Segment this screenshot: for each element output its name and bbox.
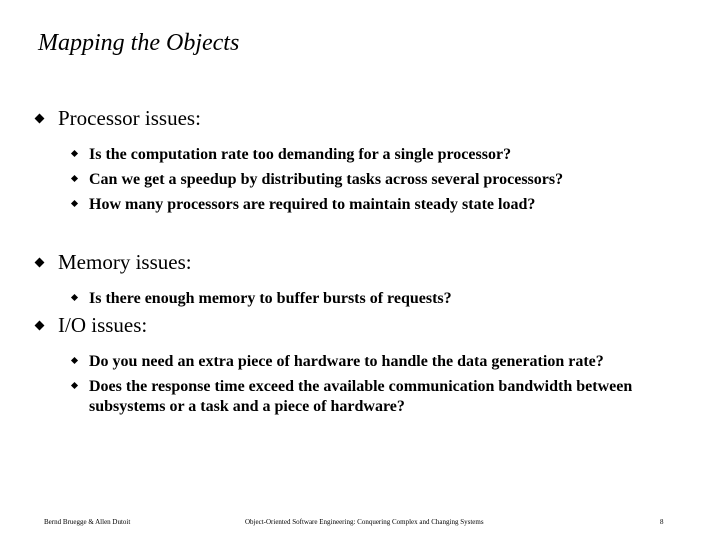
section-heading-row: [34, 250, 694, 275]
footer-authors: Bernd Bruegge & Allen Dutoit: [44, 518, 131, 526]
diamond-bullet-icon: [71, 382, 78, 389]
list-item: [34, 195, 669, 215]
list-item: [34, 352, 669, 372]
list-item: [34, 170, 669, 190]
diamond-bullet-icon: [71, 175, 78, 182]
list-item: [34, 289, 669, 309]
diamond-bullet-icon: [35, 258, 45, 268]
sub-list: [34, 289, 694, 309]
list-item: [34, 377, 669, 417]
diamond-bullet-icon: [71, 357, 78, 364]
section-processor: [34, 106, 694, 220]
footer-book-title: Object-Oriented Software Engineering: Conquering Complex and Changing Systems: [245, 518, 484, 526]
list-item-text: Do you need an extra piece of hardware to handle the data generation rate?: [89, 353, 604, 370]
list-item-text: Is there enough memory to buffer bursts of requests?: [89, 290, 452, 307]
list-item-text: Can we get a speedup by distributing tasks across several processors?: [89, 171, 564, 188]
section-memory: [34, 250, 694, 314]
diamond-bullet-icon: [71, 294, 78, 301]
list-item-text: Does the response time exceed the available communication bandwidth between subsystems or a task and a piece of hardware?: [89, 378, 633, 415]
section-heading: Processor issues:: [58, 106, 201, 130]
slide-title: Mapping the Objects: [38, 30, 240, 56]
diamond-bullet-icon: [35, 114, 45, 124]
list-item: [34, 145, 669, 165]
diamond-bullet-icon: [71, 150, 78, 157]
footer-page-number: 8: [660, 518, 664, 526]
list-item-text: How many processors are required to maintain steady state load?: [89, 196, 536, 213]
section-heading-row: [34, 313, 694, 338]
diamond-bullet-icon: [35, 321, 45, 331]
section-heading-row: [34, 106, 694, 131]
list-item-text: Is the computation rate too demanding for a single processor?: [89, 146, 512, 163]
section-heading: I/O issues:: [58, 313, 148, 337]
sub-list: [34, 145, 694, 215]
section-heading: Memory issues:: [58, 250, 192, 274]
sub-list: [34, 352, 694, 417]
diamond-bullet-icon: [71, 200, 78, 207]
section-io: [34, 313, 694, 422]
